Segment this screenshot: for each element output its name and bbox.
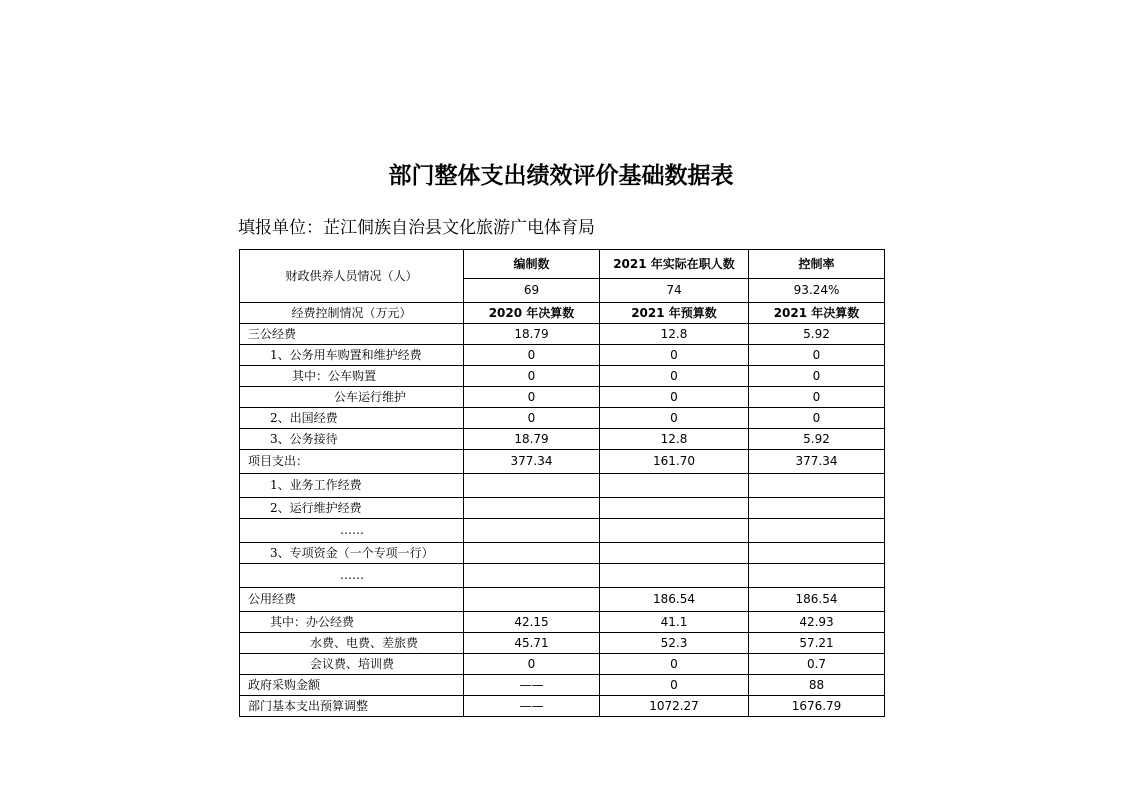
table-row: [240, 387, 885, 408]
table-row: [240, 450, 885, 474]
row-label: 1、公务用车购置和维护经费: [240, 345, 464, 366]
table-row: [240, 675, 885, 696]
table-row: [240, 612, 885, 633]
row-value: 1676.79: [749, 696, 885, 717]
row-value: 12.8: [600, 324, 749, 345]
row-value: 12.8: [600, 429, 749, 450]
row-value: 88: [749, 675, 885, 696]
fill-unit: 填报单位：芷江侗族自治县文化旅游广电体育局: [238, 218, 595, 238]
row-value: 0: [749, 345, 885, 366]
staff-value-cell: 93.24%: [749, 279, 885, 303]
row-value: 18.79: [464, 324, 600, 345]
staff-value-cell: 74: [600, 279, 749, 303]
row-value: 0.7: [749, 654, 885, 675]
row-label: 部门基本支出预算调整: [240, 696, 464, 717]
row-value: 41.1: [600, 612, 749, 633]
row-label: 2、出国经费: [240, 408, 464, 429]
row-value: 0: [600, 387, 749, 408]
row-value: 161.70: [600, 450, 749, 474]
row-value: 52.3: [600, 633, 749, 654]
table-row: [240, 519, 885, 543]
row-value: 0: [600, 654, 749, 675]
table-row: [240, 588, 885, 612]
row-value: 0: [600, 408, 749, 429]
row-label: 公用经费: [240, 588, 464, 612]
row-value: ——: [464, 696, 600, 717]
row-value: [749, 519, 885, 543]
row-label: 水费、电费、差旅费: [240, 633, 464, 654]
row-value: [464, 564, 600, 588]
staff-header-cell: 编制数: [464, 250, 600, 279]
budget-header-cell: 2021 年决算数: [749, 303, 885, 324]
row-value: 0: [749, 366, 885, 387]
row-value: [600, 474, 749, 498]
row-value: 5.92: [749, 429, 885, 450]
table-row: [240, 366, 885, 387]
row-value: 42.93: [749, 612, 885, 633]
row-value: 0: [600, 366, 749, 387]
row-value: ——: [464, 675, 600, 696]
table-row: [240, 408, 885, 429]
row-label: 3、公务接待: [240, 429, 464, 450]
row-value: 186.54: [600, 588, 749, 612]
row-value: 0: [749, 408, 885, 429]
row-value: [464, 519, 600, 543]
row-value: 0: [464, 366, 600, 387]
budget-header-cell: 2021 年预算数: [600, 303, 749, 324]
row-value: [464, 588, 600, 612]
row-value: [749, 474, 885, 498]
table-row: [240, 429, 885, 450]
row-label: 三公经费: [240, 324, 464, 345]
row-value: 18.79: [464, 429, 600, 450]
row-value: 42.15: [464, 612, 600, 633]
row-label: 会议费、培训费: [240, 654, 464, 675]
row-value: 377.34: [464, 450, 600, 474]
row-label: 其中：公车购置: [240, 366, 464, 387]
row-value: 0: [464, 345, 600, 366]
row-value: [749, 498, 885, 519]
row-label: 2、运行维护经费: [240, 498, 464, 519]
row-value: 45.71: [464, 633, 600, 654]
budget-header-cell: 2020 年决算数: [464, 303, 600, 324]
table-row: [240, 345, 885, 366]
row-value: 0: [464, 387, 600, 408]
row-value: 57.21: [749, 633, 885, 654]
row-value: 0: [749, 387, 885, 408]
row-value: 377.34: [749, 450, 885, 474]
budget-header-row: [240, 303, 885, 324]
staff-label: 财政供养人员情况（人）: [240, 250, 464, 303]
row-value: [600, 498, 749, 519]
row-label: 其中：办公经费: [240, 612, 464, 633]
table-row: [240, 474, 885, 498]
row-label: 政府采购金额: [240, 675, 464, 696]
row-label: 项目支出：: [240, 450, 464, 474]
table-row: [240, 633, 885, 654]
row-label: ……: [240, 564, 464, 588]
row-value: 0: [600, 345, 749, 366]
row-value: [464, 543, 600, 564]
row-value: [600, 519, 749, 543]
row-value: 5.92: [749, 324, 885, 345]
table-row: [240, 324, 885, 345]
row-label: ……: [240, 519, 464, 543]
row-value: 0: [464, 654, 600, 675]
staff-value-cell: 69: [464, 279, 600, 303]
row-value: 0: [464, 408, 600, 429]
row-label: 3、专项资金（一个专项一行）: [240, 543, 464, 564]
row-value: 1072.27: [600, 696, 749, 717]
row-label: 公车运行维护: [240, 387, 464, 408]
data-table: [239, 249, 885, 717]
table-row: [240, 498, 885, 519]
staff-header-row: [240, 250, 885, 279]
page-title: 部门整体支出绩效评价基础数据表: [388, 163, 734, 189]
table-row: [240, 696, 885, 717]
row-value: [600, 564, 749, 588]
staff-header-cell: 2021 年实际在职人数: [600, 250, 749, 279]
row-value: [749, 543, 885, 564]
table-row: [240, 654, 885, 675]
staff-header-cell: 控制率: [749, 250, 885, 279]
row-value: 186.54: [749, 588, 885, 612]
row-value: 0: [600, 675, 749, 696]
budget-label: 经费控制情况（万元）: [240, 303, 464, 324]
row-value: [749, 564, 885, 588]
table-row: [240, 564, 885, 588]
row-value: [600, 543, 749, 564]
row-label: 1、业务工作经费: [240, 474, 464, 498]
table-row: [240, 543, 885, 564]
row-value: [464, 474, 600, 498]
row-value: [464, 498, 600, 519]
